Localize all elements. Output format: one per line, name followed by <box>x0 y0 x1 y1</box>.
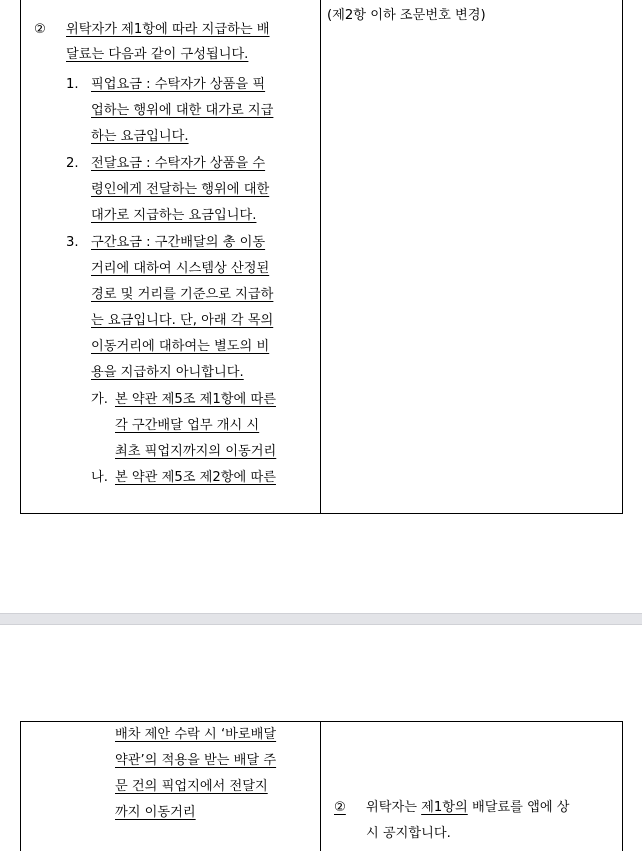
para2-line-2: 달료는 다음과 같이 구성됩니다. <box>66 47 249 62</box>
item-3-line-6: 용을 지급하지 아니합니다. <box>91 365 244 380</box>
comparison-table <box>20 0 623 514</box>
item-3-line-1: 구간요금 : 구간배달의 총 이동 <box>91 235 266 250</box>
item-1-number: 1. <box>66 77 79 92</box>
new-para2-post: 배달료를 앱에 상 <box>467 800 570 815</box>
article-renumber-note: (제2항 이하 조문번호 변경) <box>327 8 486 23</box>
subitem-na-line-5: 까지 이동거리 <box>115 805 196 820</box>
item-1-line-2: 업하는 행위에 대한 대가로 지급 <box>91 103 274 118</box>
comparison-table-continued <box>20 721 623 851</box>
subitem-na-line-4: 문 건의 픽업지에서 전달지 <box>115 779 268 794</box>
new-para2-marker: ② <box>334 800 346 815</box>
item-3-line-2: 거리에 대하여 시스템상 산정된 <box>91 261 270 276</box>
item-3-line-4: 는 요금입니다. 단, 아래 각 목의 <box>91 313 274 328</box>
item-2-line-2: 령인에게 전달하는 행위에 대한 <box>91 182 270 197</box>
para2-line-1-text: 위탁자가 제1항에 따라 지급하는 배 <box>66 22 270 37</box>
column-divider <box>320 722 321 851</box>
item-1-line-3: 하는 요금입니다. <box>91 129 189 144</box>
item-1-line-1: 픽업요금 : 수탁자가 상품을 픽 <box>91 77 266 92</box>
item-2-number: 2. <box>66 156 79 171</box>
subitem-na-marker: 나. <box>91 470 108 485</box>
subitem-na-line-3: 약관’의 적용을 받는 배달 주 <box>115 753 277 768</box>
document-page-2 <box>0 625 642 850</box>
subitem-ga-line-3: 최초 픽업지까지의 이동거리 <box>115 444 277 459</box>
subitem-na-line-2: 배차 제안 수락 시 ‘바로배달 <box>115 727 277 742</box>
item-2-line-1: 전달요금 : 수탁자가 상품을 수 <box>91 156 266 171</box>
subitem-na-line-1: 본 약관 제5조 제2항에 따른 <box>115 470 276 485</box>
para2-marker: ② <box>34 22 46 37</box>
subitem-ga-line-1: 본 약관 제5조 제1항에 따른 <box>115 392 276 407</box>
new-para2-line-1 <box>366 799 570 817</box>
new-para2-line-2: 시 공지합니다. <box>366 826 451 841</box>
item-2-line-3: 대가로 지급하는 요금입니다. <box>91 208 257 223</box>
column-divider <box>320 0 321 513</box>
item-3-line-3: 경로 및 거리를 기준으로 지급하 <box>91 287 274 302</box>
para2-line-1 <box>66 21 311 39</box>
new-para2-pre: 위탁자는 <box>366 800 422 815</box>
item-3-line-5: 이동거리에 대하여는 별도의 비 <box>91 339 270 354</box>
item-3-number: 3. <box>66 235 79 250</box>
page-separator <box>0 613 642 625</box>
new-para2-ref: 제1항의 <box>421 800 468 815</box>
subitem-ga-marker: 가. <box>91 392 108 407</box>
subitem-ga-line-2: 각 구간배달 업무 개시 시 <box>115 418 260 433</box>
